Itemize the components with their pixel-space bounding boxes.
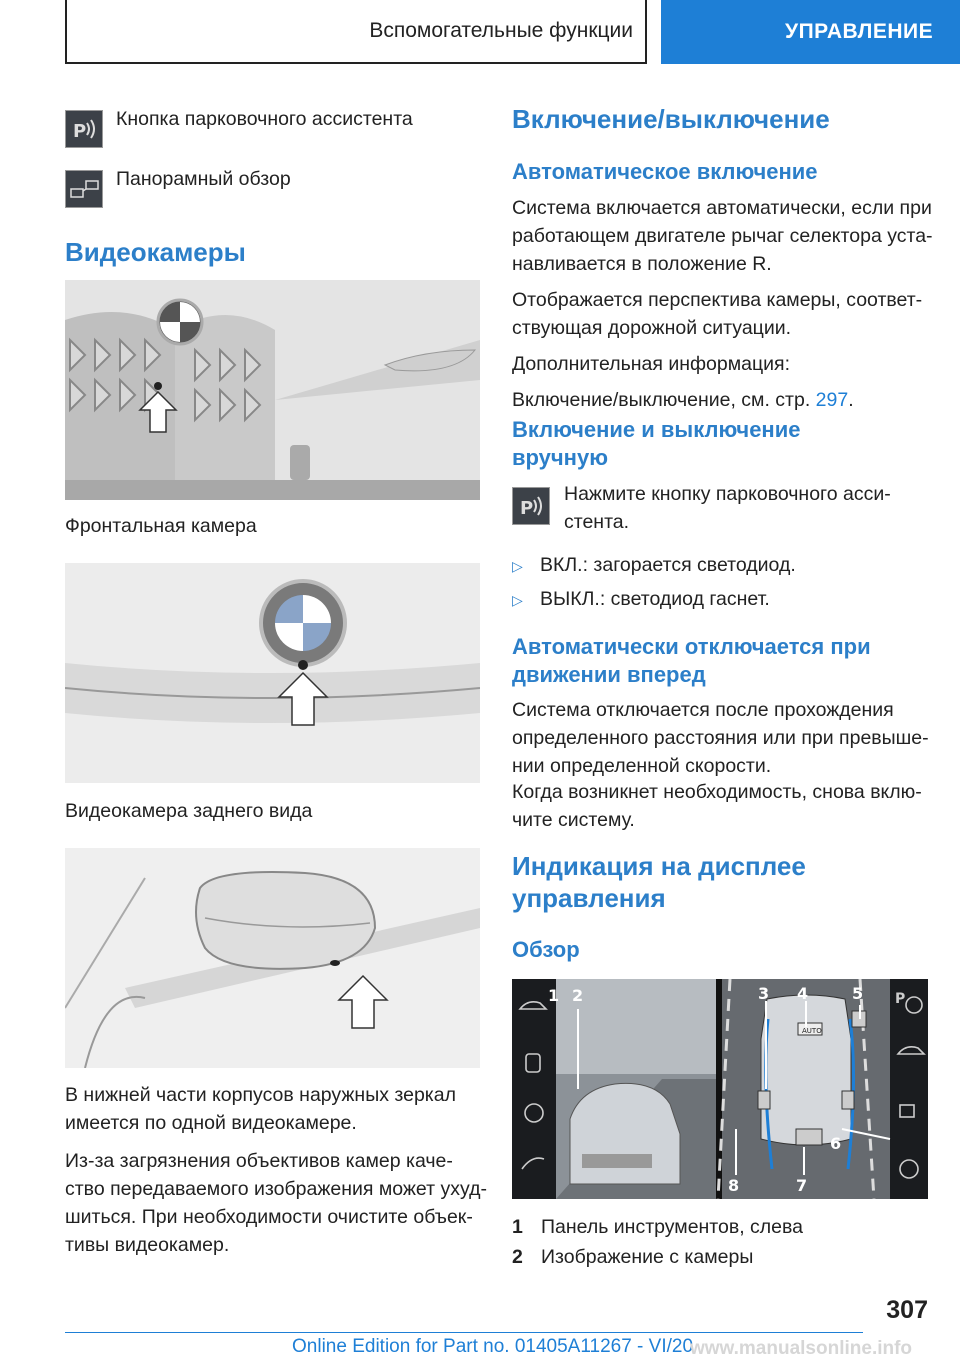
heading-cameras: Видеокамеры (65, 237, 246, 267)
legend-text-2: Изображение с камеры (541, 1246, 754, 1268)
legend-text-1: Панель инструментов, слева (541, 1216, 804, 1238)
caption-rear-camera: Видеокамера заднего вида (65, 800, 313, 822)
heading-display-2: управления (512, 883, 666, 913)
header-section-title: Вспомогательные функции (369, 19, 633, 42)
cleaning-para-1: Из-за загрязнения объективов камер каче- (65, 1150, 453, 1172)
callout-3: 3 (758, 984, 770, 1003)
heading-display-1: Индикация на дисплее (512, 851, 806, 881)
parking-assist-button-icon (512, 487, 550, 525)
bullet-icon: ▷ (512, 558, 523, 574)
caption-mirror-1: В нижней части корпусов наружных зеркал (65, 1084, 456, 1106)
legend-num-2: 2 (512, 1246, 523, 1268)
cleaning-para-3: шиться. При необходимости очистите объек- (65, 1206, 473, 1228)
icon-label-panorama: Панорамный обзор (116, 168, 291, 190)
auto-on-line-1: Система включается автоматически, если при (512, 197, 932, 219)
cleaning-para-2: ство передаваемого изображения может ухуд- (65, 1178, 487, 1200)
bullet-off: ВЫКЛ.: светодиод гаснет. (540, 588, 770, 610)
page-number: 307 (886, 1296, 928, 1324)
heading-manual-1: Включение и выключение (512, 417, 801, 442)
icon-label-parking: Кнопка парковочного ассистента (116, 108, 413, 130)
svg-text:P: P (895, 991, 906, 1007)
auto-badge: AUTO (802, 1027, 822, 1035)
auto-off-line-2: определенного расстояния или при превыше- (512, 727, 929, 749)
caption-mirror-2: имеется по одной видеокамере. (65, 1112, 357, 1134)
reactivate-line-2: чите систему. (512, 809, 635, 831)
manual-text-1: Нажмите кнопку парковочного асси- (564, 483, 891, 505)
svg-text:P: P (520, 498, 534, 519)
header-section (65, 0, 647, 64)
callout-8: 8 (728, 1176, 740, 1195)
page-reference-text: Включение/выключение, см. стр. (512, 389, 811, 411)
heading-auto-on: Автоматическое включение (512, 159, 818, 184)
callout-6: 6 (830, 1134, 842, 1153)
callout-7: 7 (796, 1176, 808, 1195)
auto-off-line-1: Система отключается после прохождения (512, 699, 894, 721)
page-reference (512, 386, 854, 415)
bullet-on: ВКЛ.: загорается светодиод. (540, 554, 796, 576)
header-chapter-title: УПРАВЛЕНИЕ (785, 20, 934, 43)
footer-divider (65, 1332, 863, 1333)
caption-front-camera: Фронтальная камера (65, 515, 257, 537)
page-reference-link[interactable]: 297 (815, 389, 849, 411)
parking-assist-icon (65, 110, 103, 148)
heading-manual-2: вручную (512, 445, 608, 470)
callout-5: 5 (852, 984, 864, 1003)
control-display-screenshot (512, 979, 928, 1199)
more-info: Дополнительная информация: (512, 353, 791, 375)
heading-auto-off-1: Автоматически отключается при (512, 634, 871, 659)
perspective-line-1: Отображается перспектива камеры, соответ- (512, 289, 923, 311)
reactivate-line-1: Когда возникнет необходимость, снова вклю- (512, 781, 922, 803)
manual-text-2: стента. (564, 511, 630, 533)
footer (0, 1334, 960, 1362)
legend-num-1: 1 (512, 1216, 523, 1238)
auto-on-line-2: работающем двигателе рычаг селектора уста- (512, 225, 933, 247)
panorama-view-icon (65, 170, 103, 208)
header-chapter (661, 0, 960, 64)
mirror-camera-photo (65, 848, 480, 1068)
callout-1: 1 (548, 986, 560, 1005)
cleaning-para-4: тивы видеокамер. (65, 1234, 230, 1256)
auto-off-line-3: нии определенной скорости. (512, 755, 772, 777)
footer-watermark: www.manualsonline.info (690, 1338, 913, 1359)
callout-4: 4 (797, 984, 809, 1003)
auto-on-line-3: навливается в положение R. (512, 253, 772, 275)
heading-overview: Обзор (512, 937, 580, 962)
perspective-line-2: ствующая дорожной ситуации. (512, 317, 792, 339)
page-reference-dot: . (848, 389, 854, 411)
heading-auto-off-2: движении вперед (512, 662, 706, 687)
svg-text:P: P (73, 121, 87, 142)
callout-2: 2 (572, 986, 584, 1005)
bullet-icon: ▷ (512, 592, 523, 608)
front-camera-photo (65, 280, 480, 500)
rear-camera-photo (65, 563, 480, 783)
heading-on-off: Включение/выключение (512, 104, 830, 134)
footer-edition: Online Edition for Part no. 01405A11267 - VI/20 (292, 1336, 694, 1357)
